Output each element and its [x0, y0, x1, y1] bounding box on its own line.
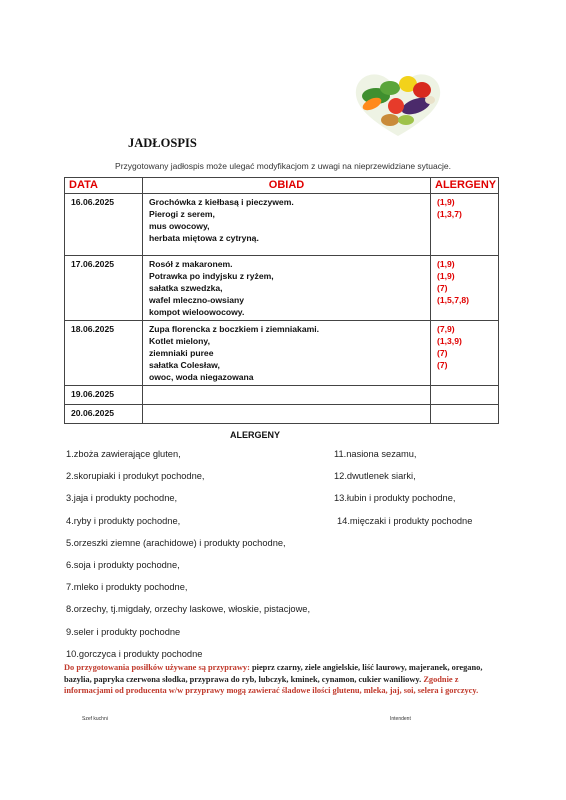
- row-meal: [143, 405, 431, 424]
- allergen-code: (7): [437, 283, 448, 293]
- table-row: [65, 256, 499, 321]
- allergen-legend-item: 3.jaja i produkty pochodne,: [66, 493, 178, 504]
- allergen-legend-item: 7.mleko i produkty pochodne,: [66, 582, 188, 593]
- meal-item: Grochówka z kiełbasą i pieczywem.: [149, 197, 294, 207]
- allergen-legend-item: 12.dwutlenek siarki,: [334, 471, 416, 482]
- allergen-legend-item: 14.mięczaki i produkty pochodne: [337, 515, 473, 526]
- row-date: 19.06.2025: [65, 386, 143, 405]
- meal-item: Kotlet mielony,: [149, 336, 210, 346]
- signature-steward: Intendent: [390, 716, 411, 722]
- signature-chef: Szef kuchni: [82, 716, 108, 722]
- meal-item: mus owocowy,: [149, 221, 210, 231]
- allergen-legend-item: 5.orzeszki ziemne (arachidowe) i produkty pochodne,: [66, 537, 286, 548]
- row-date: 16.06.2025: [65, 194, 143, 256]
- allergen-code: (1,3,7): [437, 209, 462, 219]
- allergen-code: (1,3,9): [437, 336, 462, 346]
- row-meal: [143, 256, 431, 321]
- allergen-code: (1,5,7,8): [437, 295, 470, 305]
- header-date: DATA: [65, 178, 143, 194]
- meal-item: sałatka Colesław,: [149, 360, 220, 370]
- meal-item: sałatka szwedzka,: [149, 283, 223, 293]
- meal-item: Zupa florencka z boczkiem i ziemniakami.: [149, 324, 320, 334]
- meal-item: Potrawka po indyjsku z ryżem,: [149, 271, 274, 281]
- row-allergens: [431, 194, 499, 256]
- spices-note-lead: Do przygotowania posiłków używane są przyprawy:: [64, 663, 250, 672]
- allergen-legend-item: 8.orzechy, tj.migdały, orzechy laskowe, włoskie, pistacjowe,: [66, 604, 311, 615]
- meal-item: wafel mleczno-owsiany: [149, 295, 245, 305]
- row-date: 17.06.2025: [65, 256, 143, 321]
- allergen-code: (7): [437, 360, 448, 370]
- allergen-code: (1,9): [437, 271, 455, 281]
- row-meal: [143, 321, 431, 386]
- table-row: [65, 405, 499, 424]
- table-header-row: [65, 178, 499, 194]
- spices-note-list: pieprz czarny, ziele angielskie, liść laurowy, majeranek, oregano, bazylia, papryka czerwona słodka, przyprawa do ryb, lubczyk, kminek, cynamon, cukier waniliowy.: [64, 663, 483, 684]
- allergen-legend-item: 11.nasiona sezamu,: [334, 449, 417, 459]
- spices-note-warning: Zgodnie z informacjami od producenta w/w przyprawy mogą zawierać śladowe ilości glutenu, mleka, jaj, soi, selera i gorczycy.: [64, 674, 479, 695]
- allergen-code: (7): [437, 348, 448, 358]
- header-meal: OBIAD: [143, 178, 431, 194]
- spices-note: [64, 662, 504, 697]
- row-allergens: [431, 386, 499, 405]
- row-allergens: [431, 256, 499, 321]
- allergen-legend-item: 10.gorczyca i produkty pochodne: [66, 648, 203, 659]
- allergen-legend-item: 6.soja i produkty pochodne,: [66, 560, 180, 570]
- meal-item: Pierogi z serem,: [149, 209, 215, 219]
- header-allergens: ALERGENY: [431, 178, 499, 194]
- menu-table: [64, 177, 499, 424]
- page-subtitle: Przygotowany jadłospis może ulegać modyfikacjom z uwagi na nieprzewidziane sytuacje.: [115, 161, 451, 171]
- allergen-legend-item: 9.seler i produkty pochodne: [66, 626, 181, 637]
- allergen-legend-item: 1.zboża zawierające gluten,: [66, 449, 181, 459]
- row-meal: [143, 386, 431, 405]
- meal-item: owoc, woda niegazowana: [149, 372, 254, 382]
- meal-item: Rosół z makaronem.: [149, 259, 233, 269]
- allergen-legend-item: 2.skorupiaki i produkyt pochodne,: [66, 471, 205, 482]
- table-row: [65, 386, 499, 405]
- row-allergens: [431, 405, 499, 424]
- allergens-legend-title: ALERGENY: [230, 430, 281, 440]
- meal-item: herbata miętowa z cytryną.: [149, 233, 259, 243]
- allergen-legend-item: 4.ryby i produkty pochodne,: [66, 515, 181, 526]
- allergen-code: (1,9): [437, 197, 455, 207]
- meal-item: ziemniaki puree: [149, 348, 214, 358]
- allergen-code: (1,9): [437, 259, 455, 269]
- allergen-legend-item: 13.łubin i produkty pochodne,: [334, 493, 456, 504]
- page-title: JADŁOSPIS: [128, 136, 197, 150]
- row-meal: [143, 194, 431, 256]
- table-row: [65, 321, 499, 386]
- table-row: [65, 194, 499, 256]
- row-allergens: [431, 321, 499, 386]
- meal-item: kompot wieloowocowy.: [149, 307, 245, 317]
- vegetable-heart-logo: [350, 70, 446, 140]
- row-date: 18.06.2025: [65, 321, 143, 386]
- row-date: 20.06.2025: [65, 405, 143, 424]
- allergen-code: (7,9): [437, 324, 455, 334]
